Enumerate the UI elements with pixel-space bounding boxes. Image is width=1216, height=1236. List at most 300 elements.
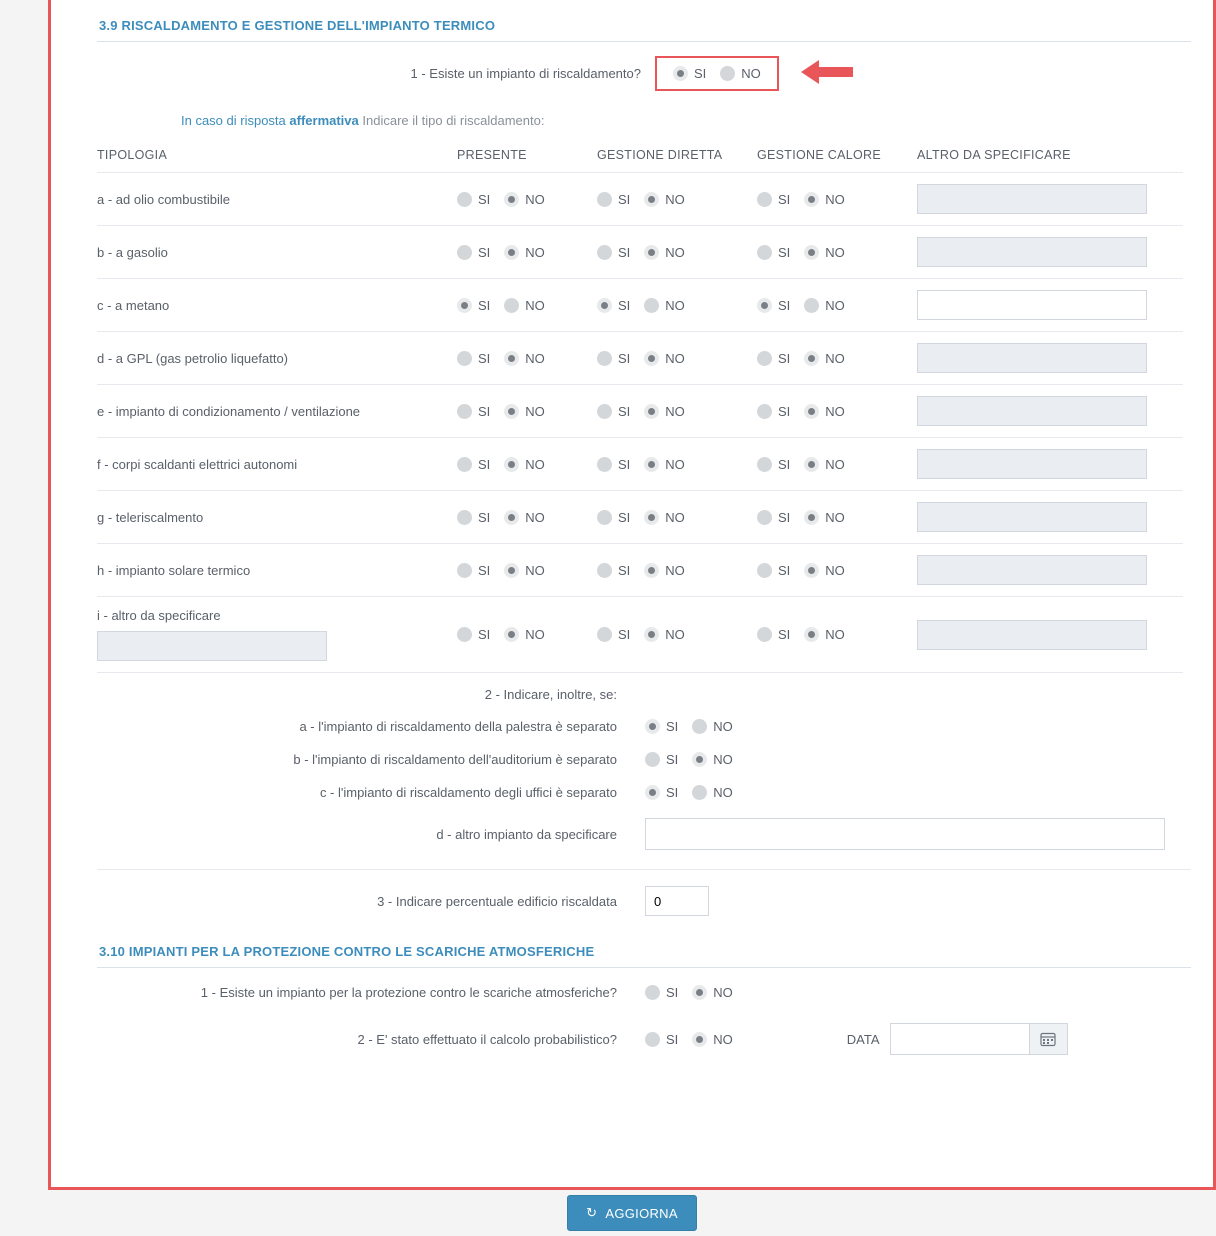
radio-yes-icon[interactable] — [597, 563, 612, 578]
table-row — [97, 279, 1183, 332]
row-label: a - ad olio combustibile — [97, 173, 457, 226]
radio-no-label: NO — [825, 297, 845, 313]
radio-no-icon[interactable] — [504, 627, 519, 642]
question-3-label: 3 - Indicare percentuale edificio riscaldata — [377, 893, 617, 909]
row-label: e - impianto di condizionamento / ventilazione — [97, 385, 457, 438]
radio-no-label: NO — [713, 719, 733, 734]
cell-altro — [917, 491, 1183, 544]
radio-yes-icon[interactable] — [757, 404, 772, 419]
calore-4-yes-option[interactable] — [757, 404, 804, 419]
diretta-7-yes-option[interactable] — [597, 563, 644, 578]
diretta-2-no-option[interactable] — [644, 298, 699, 313]
presente-2-no-option[interactable] — [504, 298, 559, 313]
radio-no-icon[interactable] — [692, 985, 707, 1000]
radio-yes-icon[interactable] — [757, 351, 772, 366]
radio-yes-label: SI — [478, 562, 491, 578]
radio-no-label: NO — [525, 403, 545, 419]
cell-presente — [457, 544, 597, 597]
presente-5-yes-option[interactable] — [457, 457, 504, 472]
radio-no-icon[interactable] — [644, 245, 659, 260]
cell-altro — [917, 173, 1183, 226]
cell-gestione-calore — [757, 597, 917, 673]
radio-no-icon[interactable] — [644, 563, 659, 578]
altro-input[interactable] — [917, 449, 1147, 479]
diretta-4-yes-option[interactable] — [597, 404, 644, 419]
date-input[interactable] — [890, 1023, 1030, 1055]
radio-no-icon[interactable] — [804, 563, 819, 578]
radio-no-icon[interactable] — [504, 298, 519, 313]
radio-no-label: NO — [825, 403, 845, 419]
calore-7-no-option[interactable] — [804, 563, 859, 578]
question-2-item-row — [97, 776, 1191, 809]
radio-yes-label: SI — [618, 191, 631, 207]
radio-yes-label: SI — [778, 403, 791, 419]
radio-yes-label: SI — [778, 456, 791, 472]
row-label: c - a metano — [97, 279, 457, 332]
affirmative-note — [51, 97, 1213, 140]
radio-no-icon[interactable] — [644, 192, 659, 207]
cell-gestione-diretta — [597, 491, 757, 544]
radio-no-icon[interactable] — [804, 404, 819, 419]
diretta-1-yes-option[interactable] — [597, 245, 644, 260]
q2-1-no-option[interactable] — [692, 752, 747, 767]
radio-yes-label: SI — [778, 191, 791, 207]
question-3-row — [97, 870, 1191, 934]
lightning-protection-label: 1 - Esiste un impianto per la protezione contro le scariche atmosferiche? — [200, 985, 617, 1000]
radio-yes-icon[interactable] — [457, 245, 472, 260]
cell-altro — [917, 544, 1183, 597]
calore-1-yes-option[interactable] — [757, 245, 804, 260]
radio-yes-label: SI — [618, 456, 631, 472]
lightning-yes-option[interactable] — [645, 985, 692, 1000]
radio-no-icon[interactable] — [720, 66, 735, 81]
radio-yes-label: SI — [478, 627, 491, 642]
altro-input[interactable] — [917, 502, 1147, 532]
calore-2-yes-option[interactable] — [757, 298, 804, 313]
radio-no-icon[interactable] — [644, 404, 659, 419]
cell-gestione-calore — [757, 173, 917, 226]
cell-presente — [457, 491, 597, 544]
table-row — [97, 544, 1183, 597]
radio-yes-icon[interactable] — [597, 192, 612, 207]
question-2-other-row — [97, 809, 1191, 859]
date-label: DATA — [846, 1031, 880, 1047]
q2-0-no-option[interactable] — [692, 719, 747, 734]
highlighted-form-panel — [48, 0, 1216, 1190]
radio-yes-icon[interactable] — [457, 510, 472, 525]
cell-gestione-calore — [757, 279, 917, 332]
presente-4-yes-option[interactable] — [457, 404, 504, 419]
radio-no-icon[interactable] — [692, 1032, 707, 1047]
lightning-protection-row — [97, 976, 1191, 1009]
radio-no-icon[interactable] — [504, 404, 519, 419]
radio-no-label: NO — [525, 456, 545, 472]
presente-4-no-option[interactable] — [504, 404, 559, 419]
radio-yes-label: SI — [778, 244, 791, 260]
radio-no-label: NO — [525, 350, 545, 366]
radio-yes-label: SI — [618, 509, 631, 525]
radio-no-icon[interactable] — [804, 298, 819, 313]
diretta-2-yes-option[interactable] — [597, 298, 644, 313]
radio-yes-icon[interactable] — [645, 785, 660, 800]
question-2-item-row — [97, 710, 1191, 743]
cell-presente — [457, 438, 597, 491]
radio-no-icon[interactable] — [504, 245, 519, 260]
question-1-row — [51, 42, 1213, 97]
table-row — [97, 385, 1183, 438]
radio-yes-icon[interactable] — [597, 298, 612, 313]
presente-7-no-option[interactable] — [504, 563, 559, 578]
diretta-7-no-option[interactable] — [644, 563, 699, 578]
diretta-5-no-option[interactable] — [644, 457, 699, 472]
radio-no-label: NO — [713, 1031, 733, 1047]
row-label: g - teleriscalmento — [97, 491, 457, 544]
table-header-row — [97, 140, 1183, 173]
radio-yes-icon[interactable] — [597, 510, 612, 525]
calore-2-no-option[interactable] — [804, 298, 859, 313]
radio-no-label: NO — [825, 627, 845, 642]
radio-no-icon[interactable] — [644, 457, 659, 472]
diretta-4-no-option[interactable] — [644, 404, 699, 419]
altro-input[interactable] — [917, 620, 1147, 650]
calore-0-no-option[interactable] — [804, 192, 859, 207]
radio-no-label: NO — [665, 244, 685, 260]
radio-no-label: NO — [665, 562, 685, 578]
question-2-block — [97, 673, 1191, 934]
update-button-label: AGGIORNA — [605, 1205, 678, 1221]
radio-yes-icon[interactable] — [757, 457, 772, 472]
table-row — [97, 173, 1183, 226]
table-row — [97, 332, 1183, 385]
radio-no-label: NO — [665, 297, 685, 313]
th-presente: PRESENTE — [457, 140, 597, 173]
calore-7-yes-option[interactable] — [757, 563, 804, 578]
q2-2-no-option[interactable] — [692, 785, 747, 800]
radio-no-icon[interactable] — [644, 298, 659, 313]
probabilistic-yes-option[interactable] — [645, 1032, 692, 1047]
radio-yes-label: SI — [478, 509, 491, 525]
presente-2-yes-option[interactable] — [457, 298, 504, 313]
question-2-title: 2 - Indicare, inoltre, se: — [484, 687, 617, 702]
diretta-8-yes-option[interactable] — [597, 627, 644, 642]
calore-5-no-option[interactable] — [804, 457, 859, 472]
probabilistic-calc-label: 2 - E' stato effettuato il calcolo probabilistico? — [357, 1031, 617, 1047]
radio-yes-icon[interactable] — [645, 752, 660, 767]
cell-presente — [457, 279, 597, 332]
table-row — [97, 226, 1183, 279]
calore-8-no-option[interactable] — [804, 627, 859, 642]
lightning-no-option[interactable] — [692, 985, 747, 1000]
section-39-title: 3.9 RISCALDAMENTO E GESTIONE DELL'IMPIANTO TERMICO — [99, 18, 496, 33]
question-1-label: 1 - Esiste un impianto di riscaldamento? — [410, 66, 641, 81]
radio-no-icon[interactable] — [804, 457, 819, 472]
radio-yes-icon[interactable] — [457, 627, 472, 642]
radio-yes-label: SI — [618, 403, 631, 419]
radio-no-label: NO — [525, 297, 545, 313]
radio-yes-icon[interactable] — [757, 192, 772, 207]
radio-yes-label: SI — [478, 191, 491, 207]
table-row — [97, 438, 1183, 491]
cell-altro — [917, 438, 1183, 491]
radio-no-label: NO — [665, 350, 685, 366]
radio-no-icon[interactable] — [804, 192, 819, 207]
question-2-other-label: d - altro impianto da specificare — [436, 826, 617, 842]
radio-no-label: NO — [665, 509, 685, 525]
radio-yes-icon[interactable] — [457, 404, 472, 419]
cell-gestione-diretta — [597, 279, 757, 332]
heating-types-table — [97, 140, 1183, 673]
section-310-title: 3.10 IMPIANTI PER LA PROTEZIONE CONTRO LE SCARICHE ATMOSFERICHE — [99, 944, 595, 959]
altro-input[interactable] — [917, 237, 1147, 267]
radio-no-icon[interactable] — [692, 752, 707, 767]
radio-yes-icon[interactable] — [597, 404, 612, 419]
radio-no-icon[interactable] — [804, 351, 819, 366]
radio-yes-icon[interactable] — [757, 627, 772, 642]
row-label: h - impianto solare termico — [97, 544, 457, 597]
cell-presente — [457, 332, 597, 385]
diretta-8-no-option[interactable] — [644, 627, 699, 642]
diretta-0-yes-option[interactable] — [597, 192, 644, 207]
radio-no-icon[interactable] — [504, 510, 519, 525]
radio-yes-label: SI — [666, 785, 679, 800]
presente-7-yes-option[interactable] — [457, 563, 504, 578]
th-gestione-calore: GESTIONE CALORE — [757, 140, 917, 173]
altro-input[interactable] — [917, 396, 1147, 426]
radio-no-icon[interactable] — [692, 785, 707, 800]
radio-no-label: NO — [525, 191, 545, 207]
radio-yes-label: SI — [666, 719, 679, 734]
q2-1-yes-option[interactable] — [645, 752, 692, 767]
presente-6-no-option[interactable] — [504, 510, 559, 525]
cell-altro — [917, 597, 1183, 673]
diretta-3-yes-option[interactable] — [597, 351, 644, 366]
cell-gestione-calore — [757, 385, 917, 438]
question-2-item-label: c - l'impianto di riscaldamento degli uffici è separato — [319, 785, 617, 800]
radio-yes-icon[interactable] — [457, 563, 472, 578]
cell-altro — [917, 385, 1183, 438]
refresh-icon: ↻ — [586, 1205, 598, 1220]
question-2-item-label: b - l'impianto di riscaldamento dell'auditorium è separato — [293, 752, 617, 767]
row-label: i - altro da specificare — [97, 597, 457, 673]
calore-0-yes-option[interactable] — [757, 192, 804, 207]
radio-no-label: NO — [665, 456, 685, 472]
row-label: d - a GPL (gas petrolio liquefatto) — [97, 332, 457, 385]
radio-no-label: NO — [525, 627, 545, 642]
cell-gestione-diretta — [597, 438, 757, 491]
radio-yes-icon[interactable] — [757, 510, 772, 525]
radio-yes-label: SI — [478, 350, 491, 366]
radio-yes-label: SI — [778, 350, 791, 366]
affirm-bold: affermativa — [289, 113, 359, 128]
calore-8-yes-option[interactable] — [757, 627, 804, 642]
table-row — [97, 491, 1183, 544]
calore-5-yes-option[interactable] — [757, 457, 804, 472]
radio-no-label: NO — [713, 985, 733, 1000]
presente-8-no-option[interactable] — [504, 627, 559, 642]
question-1-answer-highlight — [655, 56, 779, 91]
diretta-5-yes-option[interactable] — [597, 457, 644, 472]
cell-gestione-calore — [757, 226, 917, 279]
radio-yes-icon[interactable] — [757, 245, 772, 260]
radio-no-label: NO — [665, 403, 685, 419]
cell-gestione-calore — [757, 438, 917, 491]
radio-yes-label: SI — [666, 752, 679, 767]
radio-yes-icon[interactable] — [597, 457, 612, 472]
th-tipologia: TIPOLOGIA — [97, 140, 457, 173]
radio-no-icon[interactable] — [804, 245, 819, 260]
radio-no-icon[interactable] — [644, 351, 659, 366]
cell-gestione-diretta — [597, 385, 757, 438]
altro-input[interactable] — [917, 343, 1147, 373]
probabilistic-calc-row — [97, 1009, 1191, 1064]
diretta-3-no-option[interactable] — [644, 351, 699, 366]
radio-no-label: NO — [525, 509, 545, 525]
cell-presente — [457, 173, 597, 226]
altro-input[interactable] — [917, 290, 1147, 320]
radio-yes-label: SI — [478, 403, 491, 419]
calore-3-no-option[interactable] — [804, 351, 859, 366]
radio-no-icon[interactable] — [804, 627, 819, 642]
radio-no-icon[interactable] — [504, 351, 519, 366]
table-row — [97, 597, 1183, 673]
cell-gestione-diretta — [597, 544, 757, 597]
affirm-prefix: In caso di risposta — [181, 113, 290, 128]
cell-gestione-diretta — [597, 332, 757, 385]
radio-no-icon[interactable] — [504, 563, 519, 578]
cell-gestione-diretta — [597, 597, 757, 673]
radio-yes-label: SI — [778, 562, 791, 578]
radio-no-label: NO — [713, 752, 733, 767]
radio-yes-icon[interactable] — [597, 627, 612, 642]
row-other-text-input[interactable] — [97, 631, 327, 661]
question-1-yes-option[interactable] — [673, 66, 720, 81]
radio-no-label: NO — [825, 244, 845, 260]
probabilistic-no-option[interactable] — [692, 1032, 747, 1047]
cell-gestione-calore — [757, 491, 917, 544]
radio-yes-label: SI — [694, 66, 707, 81]
radio-no-label: NO — [825, 562, 845, 578]
presente-8-yes-option[interactable] — [457, 627, 504, 642]
th-gestione-diretta: GESTIONE DIRETTA — [597, 140, 757, 173]
radio-no-icon[interactable] — [644, 510, 659, 525]
radio-yes-label: SI — [618, 350, 631, 366]
radio-no-label: NO — [825, 191, 845, 207]
radio-yes-label: SI — [618, 244, 631, 260]
radio-no-label: NO — [825, 509, 845, 525]
radio-yes-icon[interactable] — [597, 351, 612, 366]
radio-no-icon[interactable] — [692, 719, 707, 734]
radio-yes-label: SI — [618, 562, 631, 578]
cell-altro — [917, 332, 1183, 385]
row-label: b - a gasolio — [97, 226, 457, 279]
cell-presente — [457, 385, 597, 438]
question-1-no-option[interactable] — [720, 66, 761, 81]
row-label: f - corpi scaldanti elettrici autonomi — [97, 438, 457, 491]
cell-altro — [917, 226, 1183, 279]
radio-yes-icon[interactable] — [597, 245, 612, 260]
radio-yes-icon[interactable] — [757, 563, 772, 578]
radio-yes-label: SI — [478, 244, 491, 260]
radio-yes-icon[interactable] — [757, 298, 772, 313]
presente-5-no-option[interactable] — [504, 457, 559, 472]
radio-yes-label: SI — [478, 456, 491, 472]
radio-no-label: NO — [825, 350, 845, 366]
radio-yes-icon[interactable] — [645, 719, 660, 734]
calore-6-no-option[interactable] — [804, 510, 859, 525]
affirm-suffix: Indicare il tipo di riscaldamento: — [358, 113, 545, 128]
radio-yes-icon[interactable] — [457, 457, 472, 472]
radio-yes-label: SI — [478, 297, 491, 313]
date-field-group — [890, 1023, 1068, 1055]
cell-gestione-calore — [757, 332, 917, 385]
radio-yes-icon[interactable] — [673, 66, 688, 81]
diretta-0-no-option[interactable] — [644, 192, 699, 207]
presente-3-no-option[interactable] — [504, 351, 559, 366]
cell-gestione-diretta — [597, 173, 757, 226]
diretta-6-yes-option[interactable] — [597, 510, 644, 525]
presente-3-yes-option[interactable] — [457, 351, 504, 366]
presente-1-no-option[interactable] — [504, 245, 559, 260]
presente-0-no-option[interactable] — [504, 192, 559, 207]
other-plant-input[interactable] — [645, 818, 1165, 850]
radio-no-icon[interactable] — [504, 457, 519, 472]
altro-input[interactable] — [917, 184, 1147, 214]
presente-6-yes-option[interactable] — [457, 510, 504, 525]
radio-yes-label: SI — [618, 627, 631, 642]
section-310-rows — [97, 968, 1191, 1064]
radio-no-icon[interactable] — [644, 627, 659, 642]
th-altro-da-specificare: ALTRO DA SPECIFICARE — [917, 140, 1183, 173]
calore-4-no-option[interactable] — [804, 404, 859, 419]
radio-no-icon[interactable] — [504, 192, 519, 207]
update-button[interactable] — [567, 1195, 697, 1231]
calore-6-yes-option[interactable] — [757, 510, 804, 525]
cell-gestione-diretta — [597, 226, 757, 279]
radio-no-label: NO — [525, 562, 545, 578]
cell-gestione-calore — [757, 544, 917, 597]
radio-no-label: NO — [741, 66, 761, 81]
diretta-6-no-option[interactable] — [644, 510, 699, 525]
radio-no-label: NO — [713, 785, 733, 800]
radio-yes-label: SI — [778, 627, 791, 642]
radio-yes-icon[interactable] — [645, 1032, 660, 1047]
radio-no-label: NO — [525, 244, 545, 260]
cell-presente — [457, 597, 597, 673]
cell-altro — [917, 279, 1183, 332]
radio-yes-label: SI — [618, 297, 631, 313]
presente-1-yes-option[interactable] — [457, 245, 504, 260]
altro-input[interactable] — [917, 555, 1147, 585]
radio-no-label: NO — [665, 627, 685, 642]
form-footer — [48, 1190, 1216, 1236]
radio-yes-icon[interactable] — [457, 192, 472, 207]
q2-0-yes-option[interactable] — [645, 719, 692, 734]
presente-0-yes-option[interactable] — [457, 192, 504, 207]
radio-yes-label: SI — [666, 1031, 679, 1047]
calendar-icon[interactable] — [1030, 1023, 1068, 1055]
radio-yes-label: SI — [666, 985, 679, 1000]
radio-no-label: NO — [825, 456, 845, 472]
q2-2-yes-option[interactable] — [645, 785, 692, 800]
diretta-1-no-option[interactable] — [644, 245, 699, 260]
radio-yes-icon[interactable] — [645, 985, 660, 1000]
heated-percentage-input[interactable] — [645, 886, 709, 916]
calore-1-no-option[interactable] — [804, 245, 859, 260]
radio-yes-icon[interactable] — [457, 351, 472, 366]
calore-3-yes-option[interactable] — [757, 351, 804, 366]
radio-no-icon[interactable] — [804, 510, 819, 525]
radio-yes-icon[interactable] — [457, 298, 472, 313]
